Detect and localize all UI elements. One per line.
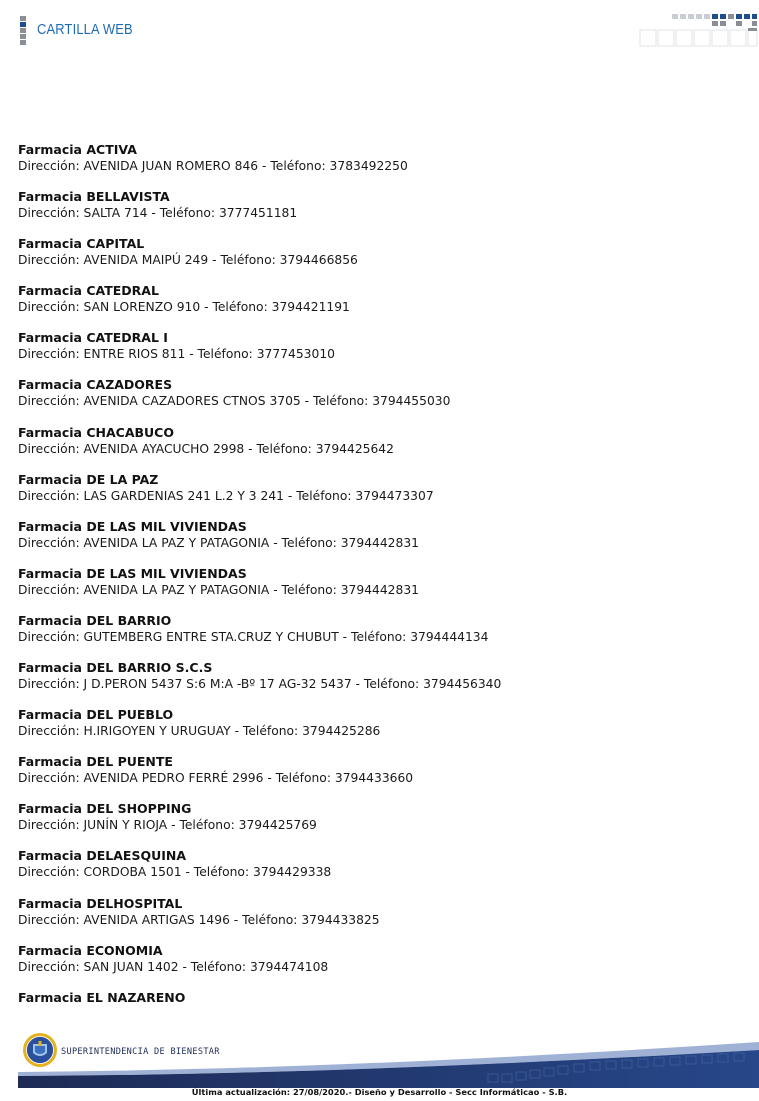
pharmacy-name: Farmacia DELAESQUINA xyxy=(18,848,187,864)
pharmacy-name: Farmacia ECONOMIA xyxy=(18,942,163,958)
pharmacy-name: Farmacia EL NAZARENO xyxy=(18,989,186,1005)
pharmacy-address: Dirección: LAS GARDENIAS 241 L.2 Y 3 241 - Teléfono: 3794473307 xyxy=(18,488,434,503)
list-item xyxy=(18,566,738,613)
pharmacy-name: Farmacia ACTIVA xyxy=(18,142,137,157)
pharmacy-address: Dirección: AVENIDA MAIPÚ 249 - Teléfono: 3794466856 xyxy=(18,253,358,268)
pharmacy-name: Farmacia DE LA PAZ xyxy=(18,471,159,487)
pharmacy-address: Dirección: GUTEMBERG ENTRE STA.CRUZ Y CHUBUT - Teléfono: 3794444134 xyxy=(18,629,489,644)
pharmacy-address: Dirección: AVENIDA AYACUCHO 2998 - Teléfono: 3794425642 xyxy=(18,441,394,456)
pharmacy-name: Farmacia DELHOSPITAL xyxy=(18,895,183,911)
pharmacy-name: Farmacia DEL PUEBLO xyxy=(18,707,174,723)
pharmacy-name: Farmacia CAZADORES xyxy=(18,377,173,393)
list-item xyxy=(18,943,738,990)
pharmacy-name: Farmacia CATEDRAL I xyxy=(18,330,168,346)
institution-seal-icon xyxy=(22,1032,58,1068)
list-item xyxy=(18,801,738,848)
list-item xyxy=(18,142,738,189)
pharmacy-name: Farmacia DEL BARRIO xyxy=(18,612,172,628)
list-item xyxy=(18,472,738,519)
pharmacy-name: Farmacia DE LAS MIL VIVIENDAS xyxy=(18,518,247,534)
grid-squares-icon xyxy=(638,12,758,48)
list-item xyxy=(18,377,738,424)
pharmacy-address: Dirección: SAN LORENZO 910 - Teléfono: 3794421191 xyxy=(18,300,350,315)
list-item xyxy=(18,425,738,472)
list-item xyxy=(18,754,738,801)
pharmacy-name: Farmacia CHACABUCO xyxy=(18,424,174,440)
pharmacy-address: Dirección: SAN JUAN 1402 - Teléfono: 3794474108 xyxy=(18,959,329,974)
pharmacy-address: Dirección: AVENIDA ARTIGAS 1496 - Teléfono: 3794433825 xyxy=(18,912,380,927)
list-item xyxy=(18,283,738,330)
pharmacy-address: Dirección: AVENIDA CAZADORES CTNOS 3705 - Teléfono: 3794455030 xyxy=(18,394,451,409)
list-item xyxy=(18,660,738,707)
list-item xyxy=(18,707,738,754)
pharmacy-name: Farmacia DEL SHOPPING xyxy=(18,801,192,817)
list-item xyxy=(18,613,738,660)
list-item xyxy=(18,848,738,895)
page-title: CARTILLA WEB xyxy=(37,21,133,38)
pharmacy-address: Dirección: AVENIDA LA PAZ Y PATAGONIA - Teléfono: 3794442831 xyxy=(18,535,419,550)
list-item xyxy=(18,896,738,943)
pharmacy-address: Dirección: CORDOBA 1501 - Teléfono: 3794429338 xyxy=(18,865,332,880)
list-item xyxy=(18,519,738,566)
header-bars-icon xyxy=(20,16,26,46)
pharmacy-address: Dirección: ENTRE RIOS 811 - Teléfono: 3777453010 xyxy=(18,347,335,362)
pharmacy-name: Farmacia DE LAS MIL VIVIENDAS xyxy=(18,565,247,581)
pharmacy-address: Dirección: JUNÍN Y RIOJA - Teléfono: 3794425769 xyxy=(18,818,317,833)
pharmacy-list xyxy=(18,142,738,1037)
pharmacy-name: Farmacia BELLAVISTA xyxy=(18,189,170,205)
last-updated-note: Última actualización: 27/08/2020.- Diseño y Desarrollo - Secc Informáticao - S.B. xyxy=(191,1087,568,1097)
pharmacy-address: Dirección: AVENIDA LA PAZ Y PATAGONIA - Teléfono: 3794442831 xyxy=(18,582,419,597)
pharmacy-address: Dirección: J D.PERON 5437 S:6 M:A -Bº 17 AG-32 5437 - Teléfono: 3794456340 xyxy=(18,677,502,692)
pharmacy-name: Farmacia CAPITAL xyxy=(18,236,145,252)
pharmacy-address: Dirección: H.IRIGOYEN Y URUGUAY - Teléfono: 3794425286 xyxy=(18,724,381,739)
list-item xyxy=(18,189,738,236)
pharmacy-address: Dirección: AVENIDA PEDRO FERRÉ 2996 - Teléfono: 3794433660 xyxy=(18,771,414,786)
pharmacy-name: Farmacia DEL BARRIO S.C.S xyxy=(18,660,213,676)
pharmacy-address: Dirección: SALTA 714 - Teléfono: 3777451181 xyxy=(18,206,298,221)
pharmacy-address: Dirección: AVENIDA JUAN ROMERO 846 - Teléfono: 3783492250 xyxy=(18,159,408,173)
organization-name: SUPERINTENDENCIA DE BIENESTAR xyxy=(61,1047,220,1057)
pharmacy-name: Farmacia DEL PUENTE xyxy=(18,754,173,770)
footer-banner xyxy=(18,1028,759,1088)
list-item xyxy=(18,330,738,377)
pharmacy-name: Farmacia CATEDRAL xyxy=(18,283,159,299)
list-item xyxy=(18,236,738,283)
